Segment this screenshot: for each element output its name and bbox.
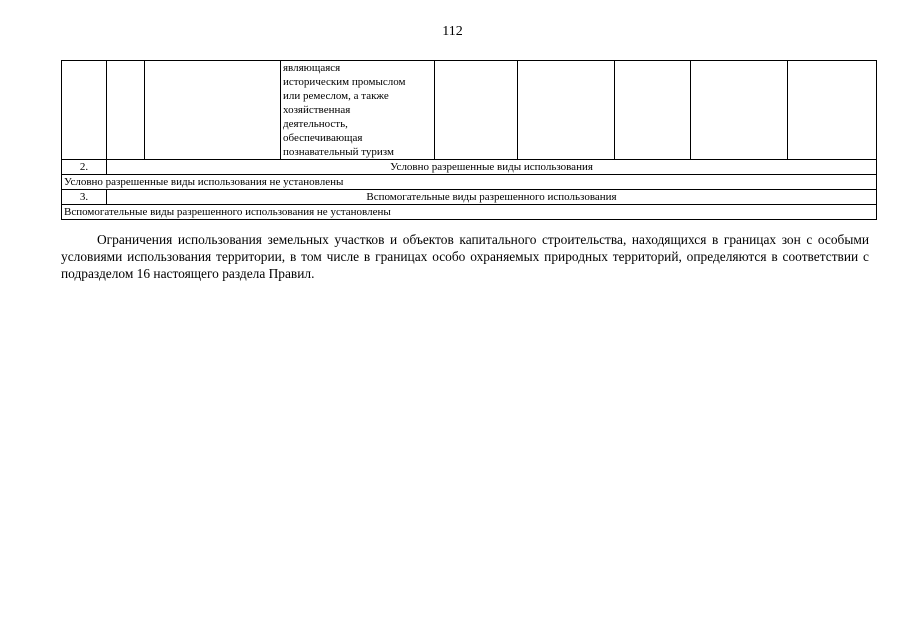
section-title: Вспомогательные виды разрешенного использования: [107, 190, 877, 205]
table-cell: [435, 61, 518, 160]
table-cell: [615, 61, 691, 160]
cell-line: деятельность,: [283, 118, 348, 130]
section-note: Вспомогательные виды разрешенного использования не установлены: [62, 205, 877, 220]
section-heading-row: [62, 160, 877, 175]
cell-line: или ремеслом, а также: [283, 90, 389, 102]
land-use-table: [61, 60, 877, 220]
table-cell: [691, 61, 788, 160]
table-cell: [788, 61, 877, 160]
section-heading-row: [62, 190, 877, 205]
section-title: Условно разрешенные виды использования: [107, 160, 877, 175]
cell-line: обеспечивающая: [283, 132, 363, 144]
table-row-continued: [62, 61, 877, 160]
section-number: 2.: [62, 160, 107, 175]
section-number: 3.: [62, 190, 107, 205]
section-note-row: [62, 175, 877, 190]
section-note-row: [62, 205, 877, 220]
restrictions-paragraph: Ограничения использования земельных участков и объектов капитального строительства, находящихся в границах зон с особыми условиями использования территории, в том числе в границах особо охраняемых природных территорий, определяются в соответствии с подразделом 16 настоящего раздела Правил.: [61, 232, 869, 281]
table-cell: [145, 61, 281, 160]
cell-line: хозяйственная: [283, 104, 351, 116]
cell-line: являющаяся: [283, 62, 341, 74]
cell-line: историческим промыслом: [283, 76, 406, 88]
table-cell: [62, 61, 107, 160]
table-cell: [518, 61, 615, 160]
page-number: 112: [442, 24, 463, 39]
cell-line: познавательный туризм: [283, 146, 394, 158]
section-note: Условно разрешенные виды использования не установлены: [62, 175, 877, 190]
table-cell: [107, 61, 145, 160]
continued-description-cell: [281, 61, 435, 160]
